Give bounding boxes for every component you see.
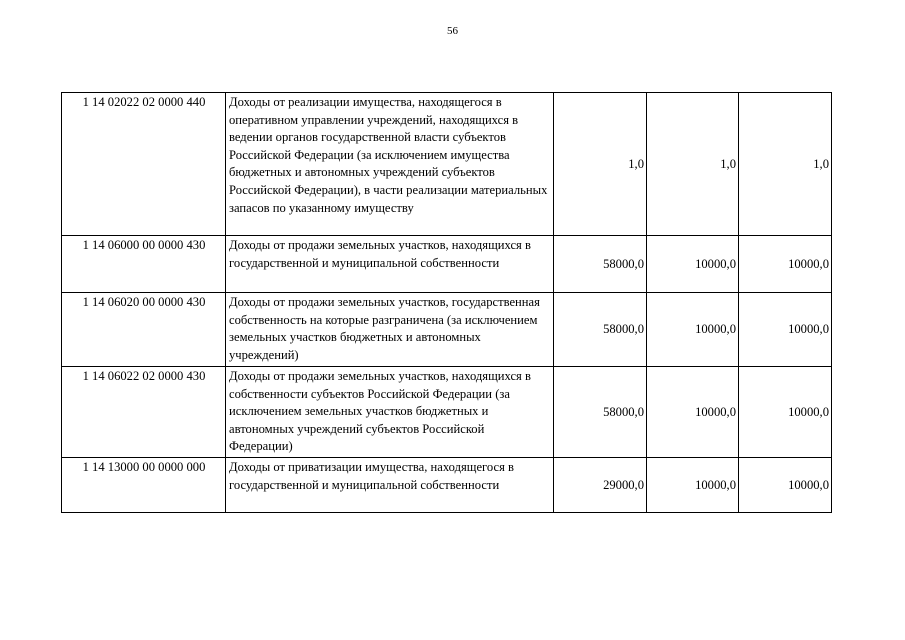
row-code: 1 14 06000 00 0000 430 (62, 236, 226, 293)
row-name: Доходы от приватизации имущества, находящегося в государственной и муниципальной собственности (226, 458, 554, 513)
row-name: Доходы от реализации имущества, находящегося в оперативном управлении учреждений, находящихся в ведении органов государственной власти субъектов Российской Федерации (за исключением имущества бюджетных и автономных учреждений субъектов Российской Федерации), в части реализации материальных запасов по указанному имуществу (226, 93, 554, 236)
row-name: Доходы от продажи земельных участков, находящихся в собственности субъектов Российской Федерации (за исключением земельных участков бюджетных и автономных учреждений субъектов Российской Федерации) (226, 367, 554, 458)
table-row (62, 458, 832, 513)
page-number: 56 (447, 25, 458, 37)
row-value-2: 10000,0 (647, 236, 739, 293)
row-value-3: 1,0 (739, 93, 832, 236)
row-name: Доходы от продажи земельных участков, находящихся в государственной и муниципальной собственности (226, 236, 554, 293)
row-value-2: 10000,0 (647, 293, 739, 367)
row-code: 1 14 13000 00 0000 000 (62, 458, 226, 513)
row-value-1: 58000,0 (554, 367, 647, 458)
table-row (62, 367, 832, 458)
row-value-1: 1,0 (554, 93, 647, 236)
row-code: 1 14 02022 02 0000 440 (62, 93, 226, 236)
row-value-3: 10000,0 (739, 293, 832, 367)
row-value-2: 10000,0 (647, 367, 739, 458)
revenue-table (61, 92, 832, 513)
row-value-1: 29000,0 (554, 458, 647, 513)
row-code: 1 14 06020 00 0000 430 (62, 293, 226, 367)
row-value-2: 10000,0 (647, 458, 739, 513)
row-value-1: 58000,0 (554, 293, 647, 367)
row-value-3: 10000,0 (739, 458, 832, 513)
row-code: 1 14 06022 02 0000 430 (62, 367, 226, 458)
row-value-1: 58000,0 (554, 236, 647, 293)
table-row (62, 293, 832, 367)
table-row (62, 236, 832, 293)
row-name: Доходы от продажи земельных участков, государственная собственность на которые разграничена (за исключением земельных участков бюджетных и автономных учреждений) (226, 293, 554, 367)
row-value-3: 10000,0 (739, 367, 832, 458)
row-value-3: 10000,0 (739, 236, 832, 293)
row-value-2: 1,0 (647, 93, 739, 236)
table-row (62, 93, 832, 236)
